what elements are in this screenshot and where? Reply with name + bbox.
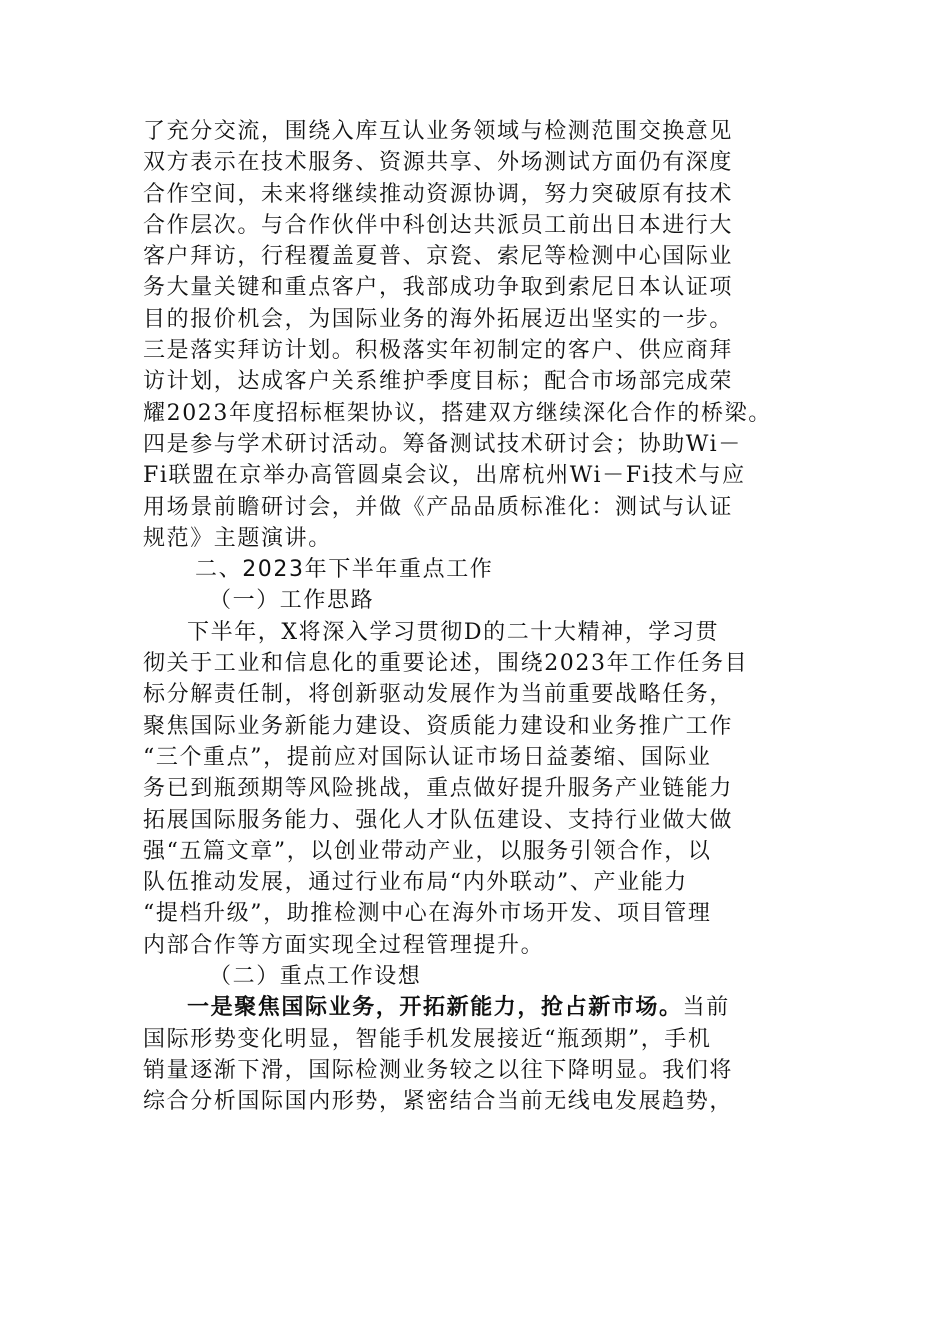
document-page	[143, 116, 813, 1118]
text-line: 队伍推动发展，通过行业布局“内外联动”、产业能力	[143, 870, 688, 896]
sub-heading-key-work-ideas: （二）重点工作设想	[209, 964, 422, 990]
text-line: 规范》主题演讲。	[143, 525, 332, 551]
text-line: 客户拜访，行程覆盖夏普、京瓷、索尼等检测中心国际业	[143, 244, 734, 270]
text-line: 务大量关键和重点客户，我部成功争取到索尼日本认证项	[143, 275, 734, 301]
section-heading: 二、2023年下半年重点工作	[195, 557, 494, 583]
text-line: 彻关于工业和信息化的重要论述，围绕2023年工作任务目	[143, 651, 749, 677]
text-line: 下半年，X将深入学习贯彻D的二十大精神，学习贯	[187, 619, 720, 645]
text-line: 了充分交流，围绕入库互认业务领域与检测范围交换意见	[143, 119, 734, 144]
text-line: Fi联盟在京举办高管圆桌会议，出席杭州Wi－Fi技术与应	[143, 463, 746, 489]
text-line: 销量逐渐下滑，国际检测业务较之以往下降明显。我们将	[143, 1057, 734, 1083]
sub-heading-work-approach: （一）工作思路	[209, 588, 375, 614]
text-line: 标分解责任制，将创新驱动发展作为当前重要战略任务，	[143, 682, 734, 708]
text-line: 访计划，达成客户关系维护季度目标；配合市场部完成荣	[143, 369, 734, 395]
text-line: 合作空间，未来将继续推动资源协调，努力突破原有技术	[143, 181, 734, 207]
text-line: 双方表示在技术服务、资源共享、外场测试方面仍有深度	[143, 150, 734, 176]
text-line: 目的报价机会，为国际业务的海外拓展迈出坚实的一步。	[143, 306, 734, 332]
text-line: 综合分析国际国内形势，紧密结合当前无线电发展趋势，	[143, 1089, 734, 1115]
text-run: 当前	[682, 995, 730, 1021]
text-line: 国际形势变化明显，智能手机发展接近“瓶颈期”，手机	[143, 1026, 712, 1052]
text-line: “提档升级”，助推检测中心在海外市场开发、项目管理	[143, 901, 712, 927]
text-line: 拓展国际服务能力、强化人才队伍建设、支持行业做大做	[143, 807, 734, 833]
text-line: 内部合作等方面实现全过程管理提升。	[143, 932, 545, 958]
bold-lead-sentence: 一是聚焦国际业务，开拓新能力，抢占新市场。	[187, 994, 683, 1021]
text-line: 合作层次。与合作伙伴中科创达共派员工前出日本进行大	[143, 212, 734, 238]
text-line: 用场景前瞻研讨会，并做《产品品质标准化：测试与认证	[143, 494, 734, 520]
text-line: “三个重点”，提前应对国际认证市场日益萎缩、国际业	[143, 744, 712, 770]
text-line: 聚焦国际业务新能力建设、资质能力建设和业务推广工作	[143, 713, 734, 739]
text-line: 强“五篇文章”，以创业带动产业，以服务引领合作，以	[143, 838, 712, 864]
text-line: 四是参与学术研讨活动。筹备测试技术研讨会；协助Wi－	[143, 431, 742, 457]
text-line: 三是落实拜访计划。积极落实年初制定的客户、供应商拜	[143, 338, 734, 364]
text-line: 务已到瓶颈期等风险挑战，重点做好提升服务产业链能力	[143, 776, 734, 802]
text-line	[143, 992, 813, 1023]
text-line: 耀2023年度招标框架协议，搭建双方继续深化合作的桥梁。	[143, 400, 772, 426]
